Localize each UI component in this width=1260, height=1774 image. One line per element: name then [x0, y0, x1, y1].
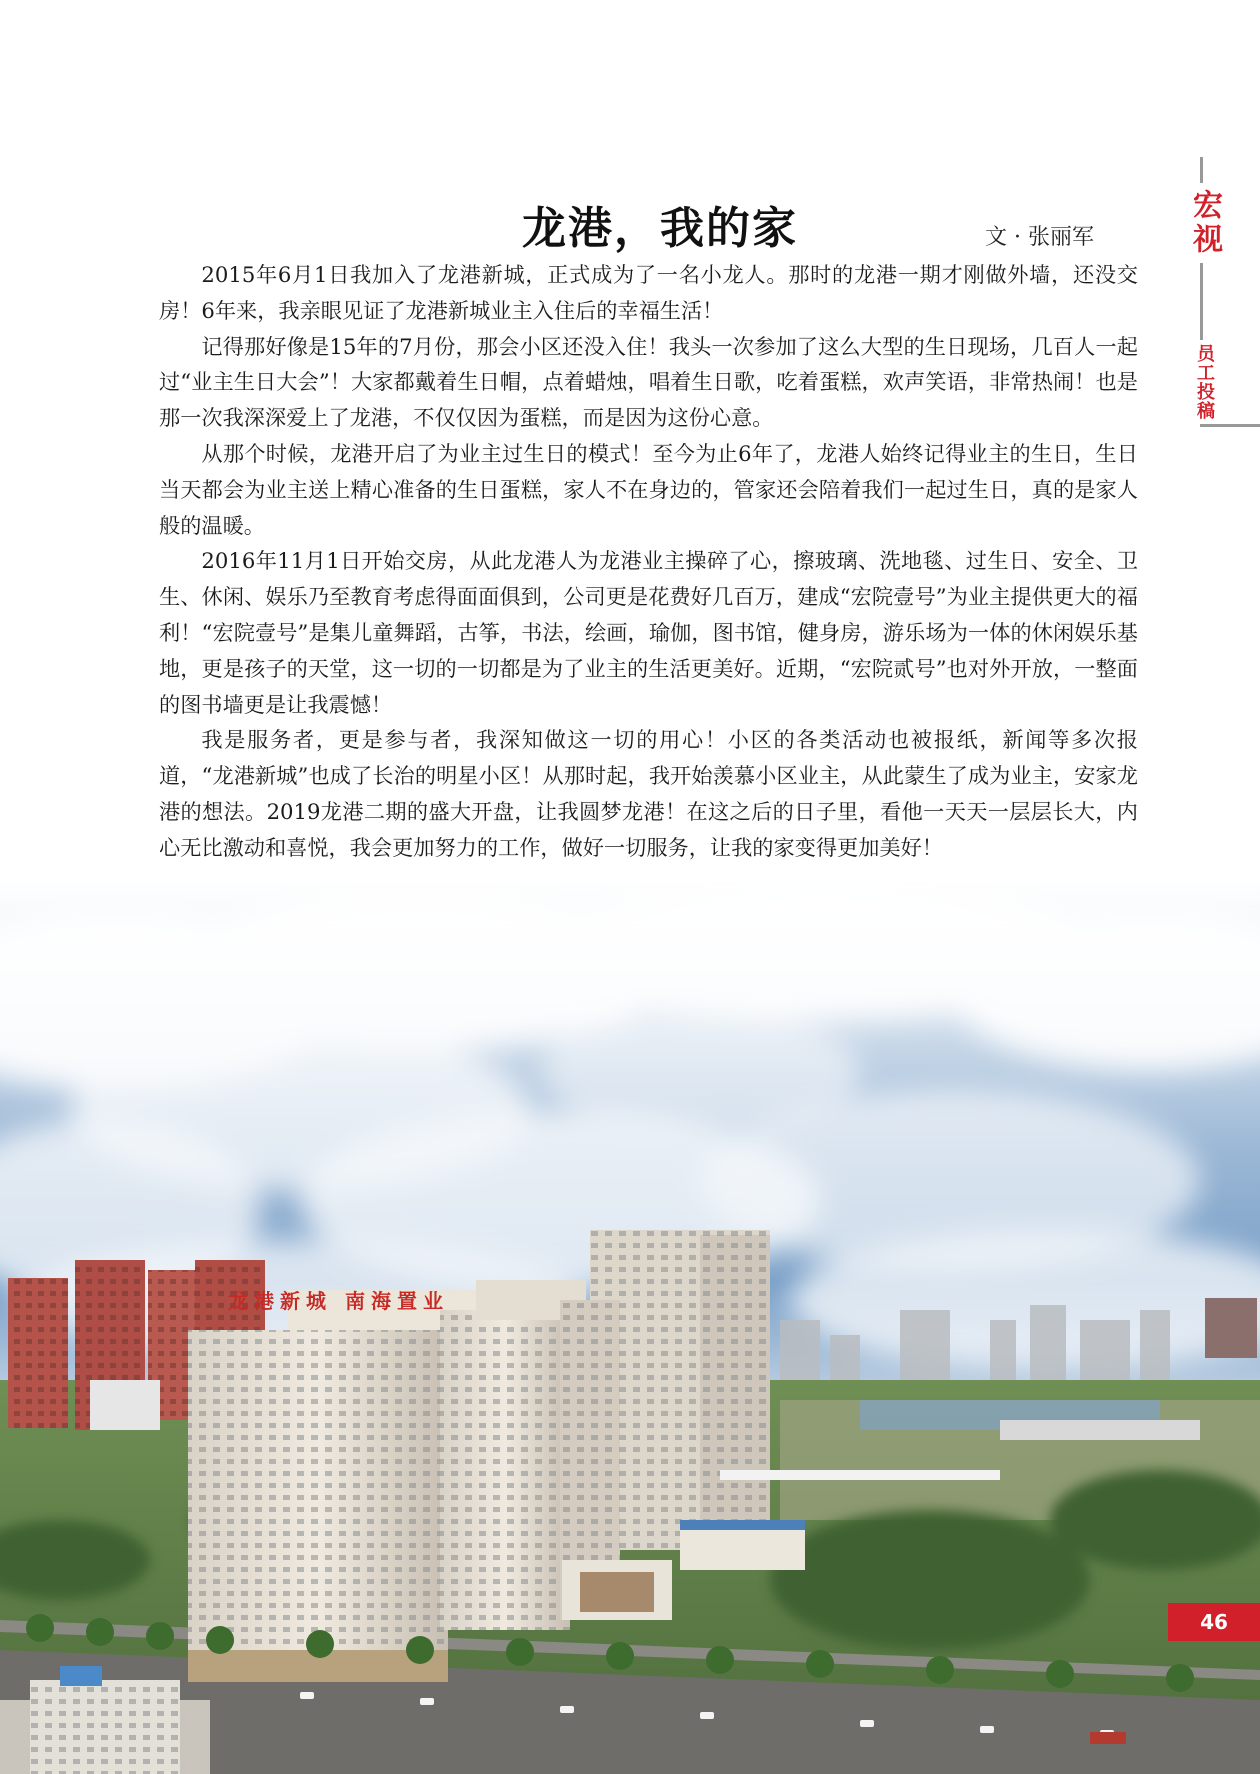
paragraph: 我是服务者，更是参与者，我深知做这一切的用心！小区的各类活动也被报纸，新闻等多次报道，“龙港新城”也成了长治的明星小区！从那时起，我开始羡慕小区业主，从此蒙生了成为业主，安家龙港的想法。2019龙港二期的盛大开盘，让我圆梦龙港！在这之后的日子里，看他一天天一层层长大，内心无比激动和喜悦，我会更加努力的工作，做好一切服务，让我的家变得更加美好！ [159, 727, 1138, 860]
article-title: 龙港，我的家 [522, 203, 798, 255]
paragraph: 2016年11月1日开始交房，从此龙港人为龙港业主操碎了心，擦玻璃、洗地毯、过生日、安全、卫生、休闲、娱乐乃至教育考虑得面面俱到，公司更是花费好几百万，建成“宏院壹号”为业主提供更大的福利！“宏院壹号”是集儿童舞蹈，古筝，书法，绘画，瑜伽，图书馆，健身房，游乐场为一体的休闲娱乐基地，更是孩子的天堂，这一切的一切都是为了业主的生活更美好。近期，“宏院贰号”也对外开放，一整面的图书墙更是让我震憾！ [159, 548, 1138, 717]
page-number: 46 [1168, 1603, 1260, 1641]
rooftop-sign: 龙港新城 南海置业 [228, 1289, 449, 1313]
article-body [159, 257, 1138, 866]
section-name: 宏视 [1176, 183, 1232, 263]
city-aerial-photo [0, 880, 1260, 1774]
subsection-name: 员工投稿 [1190, 340, 1218, 424]
paragraph: 2015年6月1日我加入了龙港新城，正式成为了一名小龙人。那时的龙港一期才刚做外墙，还没交房！6年来，我亲眼见证了龙港新城业主入住后的幸福生活！ [159, 262, 1138, 323]
paragraph: 记得那好像是15年的7月份，那会小区还没入住！我头一次参加了这么大型的生日现场，几百人一起过“业主生日大会”！大家都戴着生日帽，点着蜡烛，唱着生日歌，吃着蛋糕，欢声笑语，非常热闹！也是那一次我深深爱上了龙港，不仅仅因为蛋糕，而是因为这份心意。 [159, 333, 1138, 431]
paragraph: 从那个时候，龙港开启了为业主过生日的模式！至今为止6年了，龙港人始终记得业主的生日，生日当天都会为业主送上精心准备的生日蛋糕，家人不在身边的，管家还会陪着我们一起过生日，真的是家人般的温暖。 [159, 440, 1138, 538]
photo-illustration [0, 880, 1260, 1774]
section-tab [1176, 157, 1260, 427]
article-byline: 文 · 张丽军 [985, 225, 1094, 250]
